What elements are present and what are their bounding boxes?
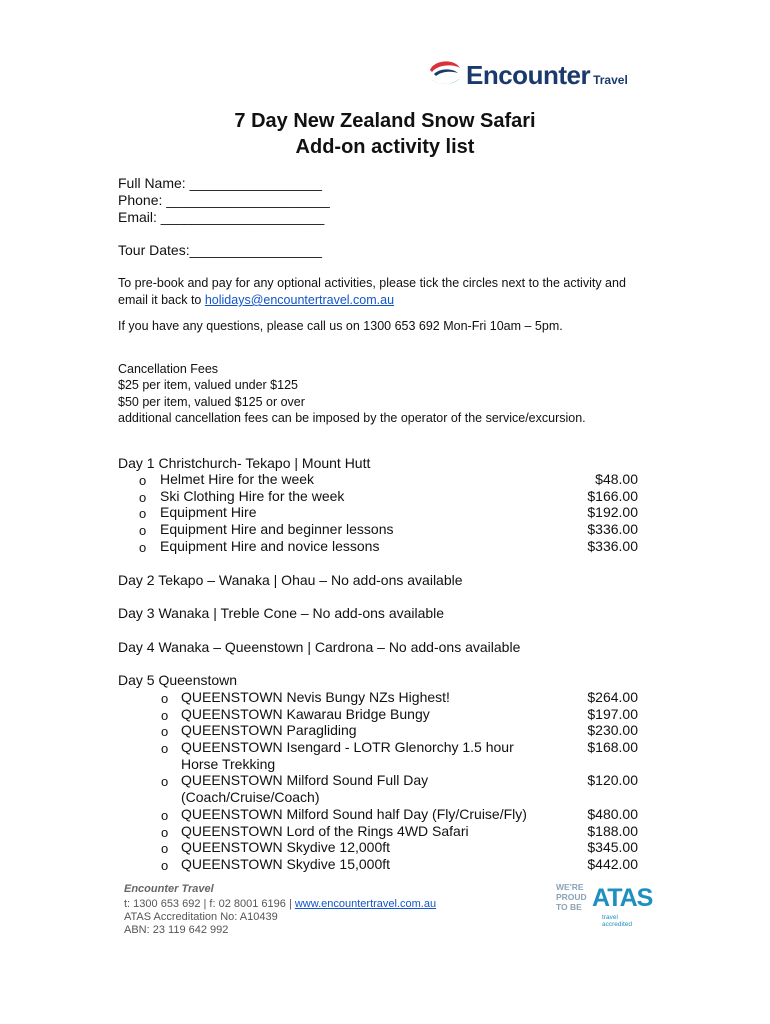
day1-item-label: Equipment Hire and novice lessons <box>160 538 380 554</box>
checkbox-circle[interactable]: o <box>139 540 147 555</box>
footer-accreditation: ATAS Accreditation No: A10439 <box>124 911 278 923</box>
day5-item-label: QUEENSTOWN Nevis Bungy NZs Highest! <box>181 689 450 705</box>
checkbox-circle[interactable]: o <box>161 825 169 840</box>
phone-field[interactable]: Phone: _____________________ <box>118 192 330 208</box>
day5-item-label: QUEENSTOWN Skydive 15,000ft <box>181 856 391 872</box>
encounter-swirl-icon <box>424 56 464 94</box>
day5-item-label: QUEENSTOWN Kawarau Bridge Bungy <box>181 706 430 722</box>
atas-subtitle: travel accredited <box>602 914 632 928</box>
day5-item-label: QUEENSTOWN Lord of the Rings 4WD Safari <box>181 823 469 839</box>
day2-heading: Day 2 Tekapo – Wanaka | Ohau – No add-ons available <box>118 572 463 588</box>
checkbox-circle[interactable]: o <box>161 741 169 756</box>
checkbox-circle[interactable]: o <box>161 774 169 789</box>
day1-item-label: Equipment Hire and beginner lessons <box>160 521 394 537</box>
checkbox-circle[interactable]: o <box>139 473 147 488</box>
day5-item-label: QUEENSTOWN Skydive 12,000ft <box>181 839 391 855</box>
intro-line: To pre-book and pay for any optional activities, please tick the circles next to the activity and <box>118 276 626 290</box>
checkbox-circle[interactable]: o <box>161 808 169 823</box>
logo-suffix: Travel <box>593 73 628 87</box>
day5-item-price: $120.00 <box>587 772 638 788</box>
checkbox-circle[interactable]: o <box>161 724 169 739</box>
day5-item-label-cont: Horse Trekking <box>181 756 276 772</box>
atas-tagline-3: TO BE <box>556 902 582 912</box>
cancellation-heading: Cancellation Fees <box>118 362 219 376</box>
email-field[interactable]: Email: _____________________ <box>118 209 325 225</box>
day3-heading: Day 3 Wanaka | Treble Cone – No add-ons available <box>118 605 445 621</box>
atas-tagline-2: PROUD <box>556 892 587 902</box>
intro-email-prefix: email it back to <box>118 293 205 307</box>
atas-badge <box>556 882 653 928</box>
tour-dates-field[interactable]: Tour Dates:_________________ <box>118 242 322 258</box>
full-name-field[interactable]: Full Name: _________________ <box>118 175 322 191</box>
day5-item-price: $442.00 <box>587 856 638 872</box>
day5-heading: Day 5 Queenstown <box>118 672 238 688</box>
day5-item-price: $188.00 <box>587 823 638 839</box>
atas-tagline-1: WE'RE <box>556 882 584 892</box>
cancellation-line-1: $25 per item, valued under $125 <box>118 378 298 392</box>
checkbox-circle[interactable]: o <box>161 858 169 873</box>
encounter-travel-logo <box>424 55 639 95</box>
day1-item-price: $336.00 <box>587 538 638 554</box>
email-link[interactable]: holidays@encountertravel.com.au <box>204 293 395 307</box>
day1-item-label: Equipment Hire <box>160 504 257 520</box>
checkbox-circle[interactable]: o <box>139 490 147 505</box>
day5-item-price: $345.00 <box>587 839 638 855</box>
logo-wordmark: Encounter <box>466 59 591 90</box>
checkbox-circle[interactable]: o <box>161 691 169 706</box>
footer-abn: ABN: 23 119 642 992 <box>124 924 229 936</box>
footer-company: Encounter Travel <box>124 883 214 895</box>
day5-item-label: QUEENSTOWN Isengard - LOTR Glenorchy 1.5 hour <box>181 739 514 755</box>
footer-contact-text: t: 1300 653 692 | f: 02 8001 6196 | <box>124 898 295 910</box>
day5-item-label: QUEENSTOWN Milford Sound Full Day <box>181 772 429 788</box>
page-subtitle: Add-on activity list <box>295 136 475 158</box>
atas-tagline <box>556 882 587 912</box>
questions-line: If you have any questions, please call us on 1300 653 692 Mon-Fri 10am – 5pm. <box>118 319 563 333</box>
page-title: 7 Day New Zealand Snow Safari <box>234 110 536 132</box>
day1-item-price: $166.00 <box>587 488 638 504</box>
day1-item-price: $48.00 <box>595 471 638 487</box>
day5-item-price: $168.00 <box>587 739 638 755</box>
day5-item-price: $264.00 <box>587 689 638 705</box>
day5-item-label: QUEENSTOWN Milford Sound half Day (Fly/Cruise/Fly) <box>181 806 527 822</box>
day5-item-price: $230.00 <box>587 722 638 738</box>
day1-item-price: $192.00 <box>587 504 638 520</box>
day5-item-price: $480.00 <box>587 806 638 822</box>
cancellation-line-2: $50 per item, valued $125 or over <box>118 395 305 409</box>
day1-item-label: Ski Clothing Hire for the week <box>160 488 345 504</box>
day5-item-label-cont: (Coach/Cruise/Coach) <box>181 789 320 805</box>
footer-website-link[interactable]: www.encountertravel.com.au <box>294 898 437 910</box>
checkbox-circle[interactable]: o <box>139 506 147 521</box>
day1-item-price: $336.00 <box>587 521 638 537</box>
checkbox-circle[interactable]: o <box>161 708 169 723</box>
day1-item-label: Helmet Hire for the week <box>160 471 315 487</box>
footer-contact <box>124 898 436 911</box>
day1-heading: Day 1 Christchurch- Tekapo | Mount Hutt <box>118 455 371 471</box>
checkbox-circle[interactable]: o <box>161 841 169 856</box>
day5-item-price: $197.00 <box>587 706 638 722</box>
checkbox-circle[interactable]: o <box>139 523 147 538</box>
cancellation-line-3: additional cancellation fees can be imposed by the operator of the service/excursion. <box>118 411 586 425</box>
intro-email-line <box>118 292 394 309</box>
atas-wordmark: ATAS <box>592 884 653 912</box>
day4-heading: Day 4 Wanaka – Queenstown | Cardrona – No add-ons available <box>118 639 521 655</box>
day5-item-label: QUEENSTOWN Paragliding <box>181 722 357 738</box>
